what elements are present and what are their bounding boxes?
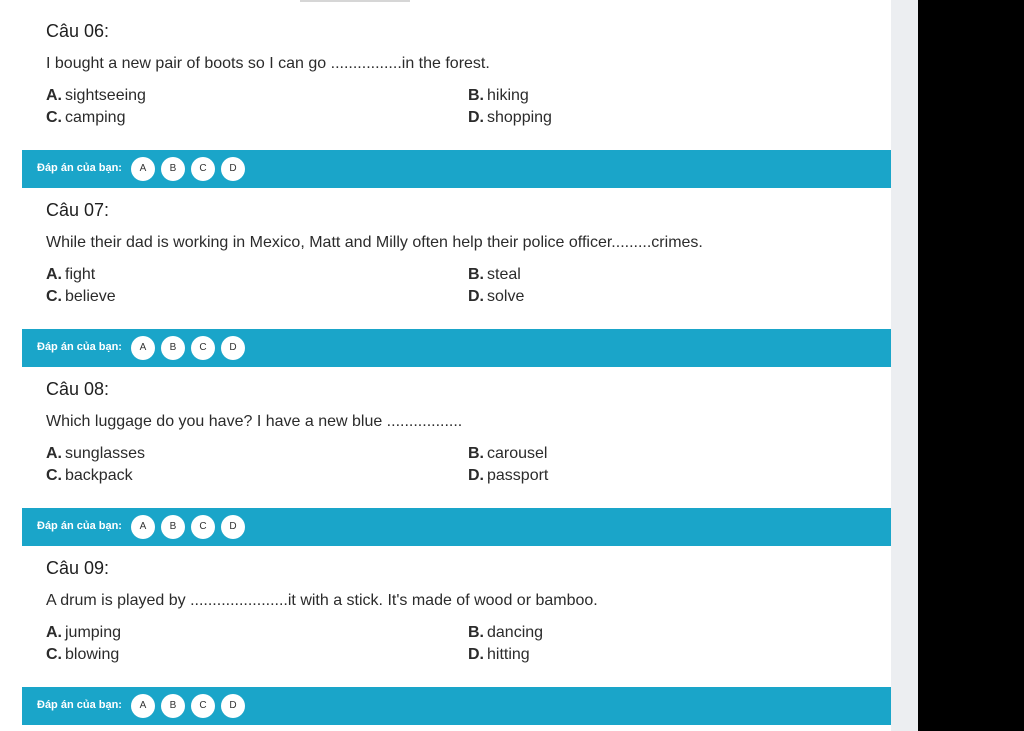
answer-bar-07 [22, 329, 891, 367]
option-a [46, 624, 121, 642]
option-letter: B. [468, 624, 484, 641]
option-letter: D. [468, 288, 484, 305]
option-text: steal [487, 266, 521, 283]
answer-choice-b[interactable]: B [161, 515, 185, 539]
answer-choice-b[interactable]: B [161, 694, 185, 718]
option-text: fight [65, 266, 96, 283]
option-text: passport [487, 467, 549, 484]
answer-bar-06 [22, 150, 891, 188]
question-title: Câu 06: [46, 21, 110, 41]
answer-choice-d[interactable]: D [221, 515, 245, 539]
option-letter: A. [46, 87, 62, 104]
question-text: I bought a new pair of boots so I can go ................in the forest. [46, 55, 490, 72]
option-letter: D. [468, 646, 484, 663]
cut-off-text [300, 0, 410, 2]
answer-bar-09 [22, 687, 891, 725]
answer-label: Đáp án của bạn: [37, 341, 122, 353]
option-letter: B. [468, 87, 484, 104]
option-text: camping [65, 109, 126, 126]
question-text: Which luggage do you have? I have a new blue ................. [46, 413, 463, 430]
question-text: While their dad is working in Mexico, Matt and Milly often help their police officer.........crimes. [46, 234, 703, 251]
question-text: A drum is played by ......................it with a stick. It's made of wood or bamboo. [46, 592, 598, 609]
option-text: blowing [65, 646, 120, 663]
option-c [46, 288, 116, 306]
option-c [46, 646, 119, 664]
option-letter: C. [46, 646, 62, 663]
option-c [46, 467, 133, 485]
option-b [468, 266, 521, 284]
option-text: hiking [487, 87, 529, 104]
question-title: Câu 07: [46, 200, 110, 220]
option-b [468, 445, 547, 463]
answer-label: Đáp án của bạn: [37, 699, 122, 711]
option-a [46, 266, 95, 284]
option-text: sunglasses [65, 445, 146, 462]
option-letter: B. [468, 266, 484, 283]
answer-choice-b[interactable]: B [161, 157, 185, 181]
answer-choice-a[interactable]: A [131, 515, 155, 539]
option-text: jumping [65, 624, 122, 641]
option-letter: D. [468, 467, 484, 484]
option-letter: A. [46, 266, 62, 283]
option-d [468, 646, 530, 664]
answer-choice-c[interactable]: C [191, 336, 215, 360]
answer-label: Đáp án của bạn: [37, 520, 122, 532]
option-a [46, 87, 146, 105]
option-b [468, 624, 543, 642]
option-a [46, 445, 145, 463]
option-d [468, 288, 524, 306]
answer-choice-c[interactable]: C [191, 694, 215, 718]
answer-bar-08 [22, 508, 891, 546]
option-letter: B. [468, 445, 484, 462]
option-b [468, 87, 529, 105]
option-letter: C. [46, 109, 62, 126]
option-letter: A. [46, 624, 62, 641]
option-letter: D. [468, 109, 484, 126]
question-title: Câu 08: [46, 379, 110, 399]
answer-label: Đáp án của bạn: [37, 162, 122, 174]
option-letter: C. [46, 467, 62, 484]
answer-choice-a[interactable]: A [131, 157, 155, 181]
answer-choice-a[interactable]: A [131, 694, 155, 718]
option-text: shopping [487, 109, 552, 126]
option-text: solve [487, 288, 525, 305]
option-text: carousel [487, 445, 548, 462]
option-text: hitting [487, 646, 530, 663]
option-text: dancing [487, 624, 544, 641]
answer-choice-b[interactable]: B [161, 336, 185, 360]
option-c [46, 109, 125, 127]
option-d [468, 467, 548, 485]
option-text: backpack [65, 467, 133, 484]
option-text: sightseeing [65, 87, 146, 104]
answer-choice-a[interactable]: A [131, 336, 155, 360]
option-d [468, 109, 552, 127]
answer-choice-d[interactable]: D [221, 694, 245, 718]
answer-choice-c[interactable]: C [191, 515, 215, 539]
option-letter: C. [46, 288, 62, 305]
question-title: Câu 09: [46, 558, 110, 578]
answer-choice-d[interactable]: D [221, 157, 245, 181]
option-text: believe [65, 288, 116, 305]
option-letter: A. [46, 445, 62, 462]
answer-choice-d[interactable]: D [221, 336, 245, 360]
answer-choice-c[interactable]: C [191, 157, 215, 181]
